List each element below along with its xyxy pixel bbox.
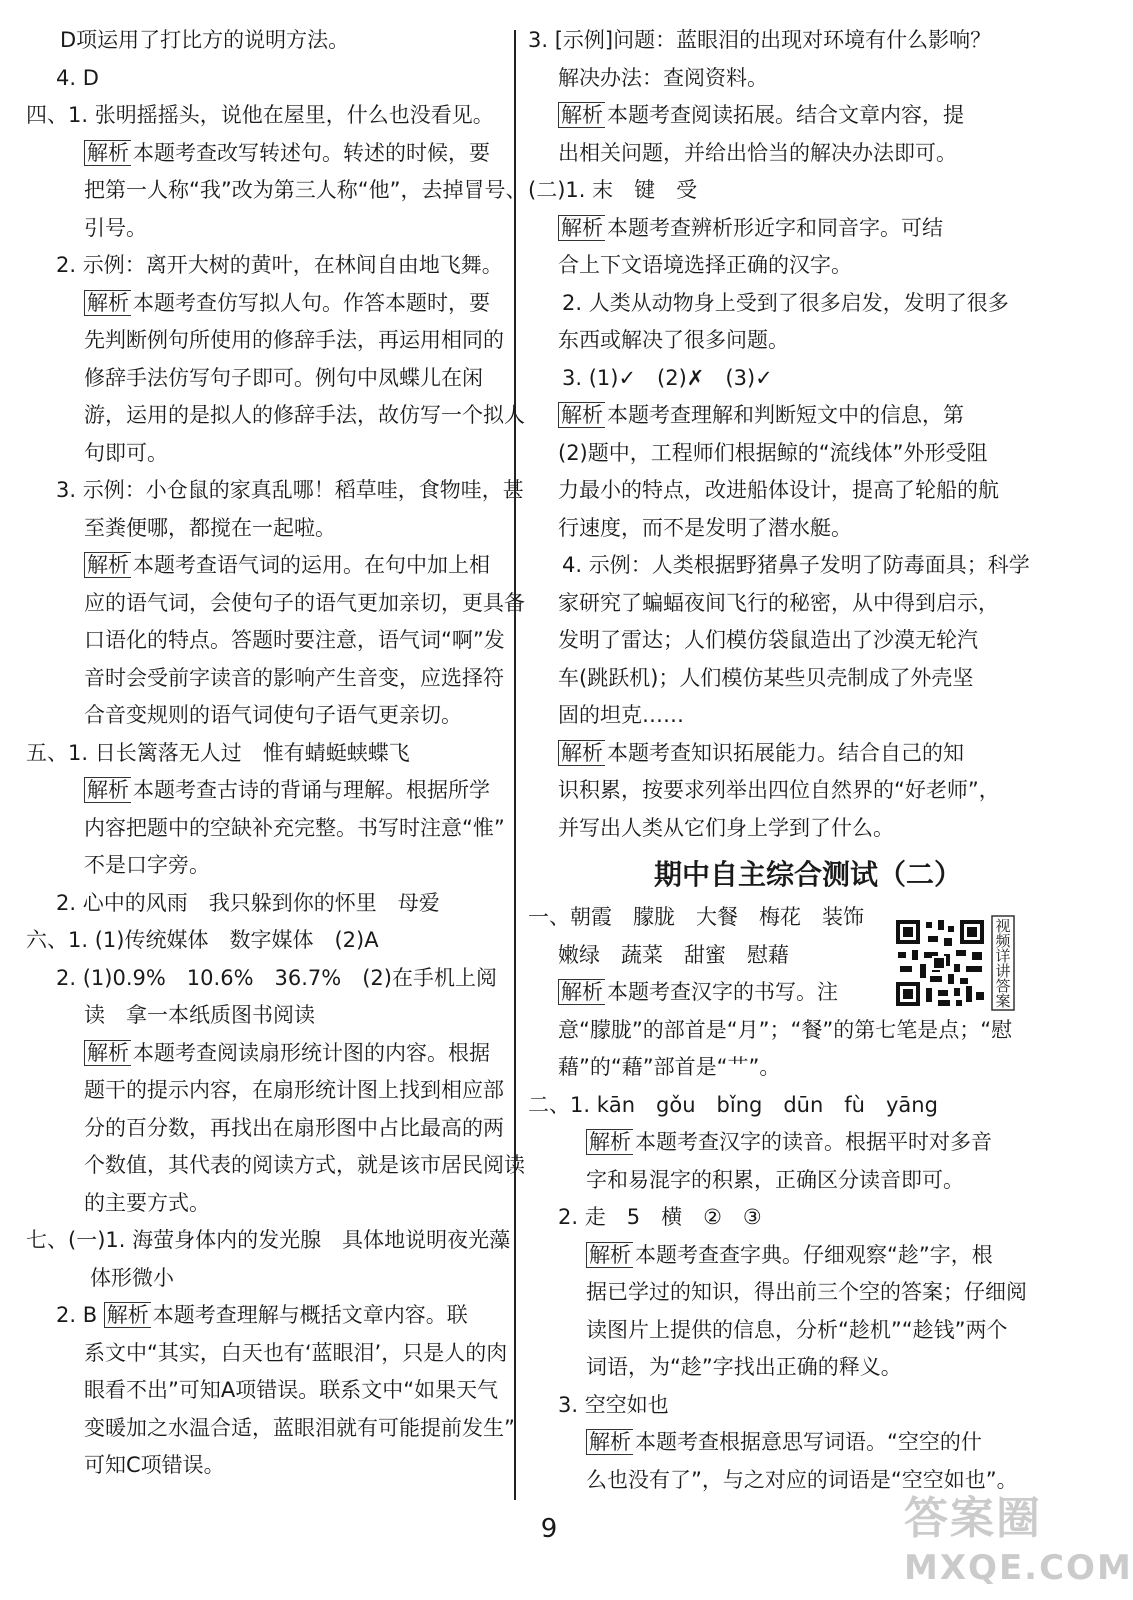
text-line (528, 360, 1028, 398)
line-text: 解决办法：查阅资料。 (558, 65, 768, 90)
line-text: 修辞手法仿写句子即可。例句中凤蝶儿在闲 (84, 365, 483, 390)
analysis-tag: 解析 (586, 1429, 633, 1455)
line-text: 2. 走 5 横 ② ③ (558, 1205, 762, 1229)
text-line (26, 322, 508, 360)
line-text: 应的语气词，会使句子的语气更加亲切，更具备 (84, 590, 525, 615)
line-text: 并写出人类从它们身上学到了什么。 (558, 815, 894, 840)
line-text: 口语化的特点。答题时要注意，语气词“啊”发 (84, 628, 505, 652)
text-line (528, 1274, 1028, 1312)
text-line (26, 997, 508, 1035)
text-line (528, 397, 1028, 435)
text-line (26, 960, 508, 998)
text-line (528, 322, 1028, 360)
line-text: 先判断例句所使用的修辞手法，再运用相同的 (84, 328, 504, 352)
text-line (26, 1072, 508, 1110)
line-text: (二)1. 末 键 受 (528, 178, 698, 202)
line-text: 4. 示例：人类根据野猪鼻子发明了防毒面具；科学 (562, 553, 1030, 577)
text-line (26, 1372, 508, 1410)
line-text: 眼看不出”可知A项错误。联系文中“如果天气 (84, 1378, 499, 1402)
line-text: 据已学过的知识，得出前三个空的答案；仔细阅 (586, 1280, 1027, 1304)
line-text: 东西或解决了很多问题。 (558, 328, 789, 352)
line-text: 本题考查根据意思写词语。“空空的什 (635, 1430, 982, 1454)
line-text: 四、1. 张明摇摇头，说他在屋里，什么也没看见。 (26, 103, 494, 127)
line-text: 不是口字旁。 (84, 853, 210, 877)
text-line (528, 1012, 1028, 1050)
line-text: 本题考查知识拓展能力。结合自己的知 (607, 740, 964, 765)
text-line (26, 847, 508, 885)
text-line (26, 1297, 508, 1335)
line-text: 本题考查语气词的运用。在句中加上相 (133, 553, 490, 577)
line-text: 合上下文语境选择正确的汉字。 (558, 253, 852, 277)
text-line (26, 585, 525, 623)
page-number: 9 (540, 1514, 558, 1544)
text-line (26, 360, 508, 398)
line-text: 合音变规则的语气词使句子语气更亲切。 (84, 703, 462, 727)
line-text: 五、1. 日长篱落无人过 惟有蜻蜓蛱蝶飞 (26, 740, 410, 765)
line-text: 3. [示例]问题：蓝眼泪的出现对环境有什么影响？ (528, 28, 992, 52)
analysis-tag: 解析 (558, 979, 605, 1005)
line-text: 2. 人类从动物身上受到了很多启发，发明了很多 (562, 290, 1009, 315)
text-line (26, 97, 508, 135)
text-line (26, 735, 508, 773)
line-text: 二、1. kān gǒu bǐng dūn fù yāng (528, 1092, 938, 1117)
text-line (528, 472, 1028, 510)
text-line (528, 660, 1028, 698)
watermark-url: MXQE.COM (904, 1548, 1133, 1588)
line-text: 音时会受前字读音的影响产生音变，应选择符 (84, 665, 504, 690)
text-line (26, 1410, 515, 1448)
analysis-tag: 解析 (558, 215, 605, 241)
line-text: 家研究了蝙蝠夜间飞行的秘密，从中得到启示， (558, 590, 999, 615)
line-text: 本题考查汉字的读音。根据平时对多音 (635, 1130, 992, 1154)
line-text: 七、(一)1. 海萤身体内的发光腺 具体地说明夜光藻 (26, 1228, 511, 1252)
line-text: 藉”的“藉”部首是“艹”。 (558, 1055, 781, 1079)
line-text: 嫩绿 蔬菜 甜蜜 慰藉 (558, 942, 789, 967)
qr-code[interactable] (892, 916, 1016, 1010)
text-line (26, 135, 508, 173)
text-line (528, 510, 1028, 548)
text-line (528, 772, 1028, 810)
text-line (528, 1424, 1028, 1462)
line-text: 本题考查理解与概括文章内容。联 (152, 1303, 468, 1327)
text-line (26, 285, 508, 323)
qr-caption: 视频详讲答案 (995, 917, 1011, 1010)
text-line (528, 547, 1028, 585)
line-text: 题干的提示内容，在扇形统计图上找到相应部 (84, 1078, 504, 1102)
line-text: 句即可。 (84, 440, 168, 465)
text-line (26, 660, 508, 698)
text-line (26, 210, 508, 248)
text-line (26, 1260, 508, 1298)
line-text: 2. 示例：离开大树的黄叶，在林间自由地飞舞。 (56, 253, 503, 277)
text-line (528, 1087, 1028, 1125)
line-text: 3. (1)✓ (2)✗ (3)✓ (562, 365, 773, 390)
line-text: 词语，为“趁”字找出正确的释义。 (586, 1355, 902, 1379)
left-column (26, 22, 527, 1485)
analysis-tag: 解析 (558, 740, 605, 766)
text-line (26, 397, 525, 435)
analysis-tag: 解析 (586, 1242, 633, 1268)
text-line (528, 697, 1028, 735)
analysis-tag: 解析 (84, 140, 131, 166)
line-text: 变暖加之水温合适，蓝眼泪就有可能提前发生” (84, 1415, 515, 1440)
text-line (26, 697, 508, 735)
text-line (26, 1222, 511, 1260)
line-text: 本题考查汉字的书写。注 (607, 980, 838, 1004)
line-text: 本题考查阅读扇形统计图的内容。根据 (133, 1040, 490, 1065)
text-line (26, 772, 508, 810)
text-line (26, 60, 508, 98)
text-line (26, 247, 508, 285)
text-line (528, 22, 1028, 60)
text-line (26, 1185, 508, 1223)
text-line (528, 1387, 1028, 1425)
column-divider (514, 30, 516, 1500)
text-line (26, 1147, 525, 1185)
text-line (528, 1237, 1028, 1275)
line-text: 本题考查查字典。仔细观察“趁”字，根 (635, 1242, 993, 1267)
line-text: 出相关问题，并给出恰当的解决办法即可。 (558, 140, 957, 165)
text-line (528, 435, 1028, 473)
text-line (528, 1199, 1028, 1237)
line-text: 行速度，而不是发明了潜水艇。 (558, 515, 852, 540)
analysis-tag: 解析 (586, 1129, 633, 1155)
line-text: 读 拿一本纸质图书阅读 (84, 1003, 315, 1027)
line-text: 六、1. (1)传统媒体 数字媒体 (2)A (26, 928, 379, 952)
text-line (26, 472, 524, 510)
line-text: 个数值，其代表的阅读方式，就是该市居民阅读 (84, 1153, 525, 1177)
text-line (26, 1035, 508, 1073)
text-line (528, 1312, 1028, 1350)
line-text: 内容把题中的空缺补充完整。书写时注意“惟” (84, 815, 505, 840)
text-line (26, 885, 508, 923)
line-text: 把第一人称“我”改为第三人称“他”，去掉冒号、 (84, 178, 527, 202)
text-line (528, 60, 1028, 98)
line-text: 发明了雷达；人们模仿袋鼠造出了沙漠无轮汽 (558, 628, 978, 652)
line-text: 识积累，按要求列举出四位自然界的“好老师”， (558, 778, 1000, 802)
text-line (528, 172, 1028, 210)
line-text: 力最小的特点，改进船体设计，提高了轮船的航 (558, 478, 999, 502)
analysis-tag: 解析 (558, 402, 605, 428)
analysis-tag: 解析 (84, 290, 131, 316)
watermark-logo-text: 答案圈 (904, 1493, 1042, 1544)
text-line (528, 210, 1028, 248)
line-text: 本题考查辨析形近字和同音字。可结 (607, 215, 943, 240)
line-text: 体形微小 (90, 1265, 174, 1290)
line-text: 3. 示例：小仓鼠的家真乱哪！稻草哇，食物哇，甚 (56, 478, 524, 502)
text-line (528, 622, 1028, 660)
line-text: 本题考查理解和判断短文中的信息，第 (607, 403, 964, 427)
line-text: 本题考查古诗的背诵与理解。根据所学 (133, 778, 490, 802)
analysis-tag: 解析 (84, 777, 131, 803)
text-line (528, 1349, 1028, 1387)
line-text: 一、朝霞 朦胧 大餐 梅花 装饰 (528, 905, 864, 929)
line-text: 本题考查仿写拟人句。作答本题时，要 (133, 290, 490, 315)
text-line (26, 1447, 508, 1485)
text-line (528, 585, 1028, 623)
text-line (528, 735, 1028, 773)
text-line (26, 172, 527, 210)
line-text: 可知C项错误。 (84, 1453, 225, 1477)
text-line (528, 247, 1028, 285)
line-text: 本题考查阅读拓展。结合文章内容，提 (607, 103, 964, 127)
line-text: 2. 心中的风雨 我只躲到你的怀里 母爱 (56, 890, 440, 915)
text-line (528, 810, 1028, 848)
text-line (26, 810, 508, 848)
line-text: 固的坦克…… (558, 703, 684, 727)
text-line (26, 922, 508, 960)
right-top-section (528, 22, 1028, 847)
line-text: 读图片上提供的信息，分析“趁机”“趁钱”两个 (586, 1317, 1008, 1342)
text-line (26, 622, 508, 660)
text-line (26, 1335, 508, 1373)
watermark (900, 1490, 1133, 1598)
line-text: 4. D (56, 65, 99, 90)
line-text: 分的百分数，再找出在扇形图中占比最高的两 (84, 1115, 504, 1140)
line-text: 的主要方式。 (84, 1190, 210, 1215)
analysis-tag: 解析 (84, 1040, 131, 1066)
analysis-tag: 解析 (558, 102, 605, 128)
right-column (528, 22, 1028, 1499)
line-prefix: 2. B (56, 1303, 104, 1327)
text-line (528, 135, 1028, 173)
line-text: 至粪便哪，都搅在一起啦。 (84, 515, 336, 540)
text-line (26, 22, 508, 60)
line-text: 车(跳跃机)；人们模仿某些贝壳制成了外壳坚 (558, 665, 974, 690)
text-line (528, 285, 1028, 323)
line-text: 本题考查改写转述句。转述的时候，要 (133, 140, 490, 165)
text-line (528, 97, 1028, 135)
text-line (528, 1049, 1028, 1087)
text-line (26, 547, 508, 585)
line-text: 意“朦胧”的部首是“月”；“餐”的第七笔是点；“慰 (558, 1017, 1013, 1042)
line-text: 系文中“其实，白天也有‘蓝眼泪’，只是人的肉 (84, 1340, 508, 1365)
section-heading: 期中自主综合测试（二） (653, 858, 962, 891)
line-text: 字和易混字的积累，正确区分读音即可。 (586, 1167, 964, 1192)
line-text: 引号。 (84, 215, 147, 240)
text-line (528, 1124, 1028, 1162)
line-text: (2)题中，工程师们根据鲸的“流线体”外形受阻 (558, 440, 988, 465)
line-text: D项运用了打比方的说明方法。 (60, 28, 350, 52)
text-line (528, 1162, 1028, 1200)
line-text: 2. (1)0.9% 10.6% 36.7% (2)在手机上阅 (56, 965, 497, 990)
line-text: 游，运用的是拟人的修辞手法，故仿写一个拟人 (84, 403, 525, 427)
line-text: 3. 空空如也 (558, 1392, 669, 1417)
analysis-tag: 解析 (104, 1302, 151, 1328)
text-line (26, 435, 508, 473)
line-text: 么也没有了”，与之对应的词语是“空空如也”。 (586, 1467, 1018, 1492)
analysis-tag: 解析 (84, 552, 131, 578)
text-line (26, 510, 508, 548)
text-line (26, 1110, 508, 1148)
